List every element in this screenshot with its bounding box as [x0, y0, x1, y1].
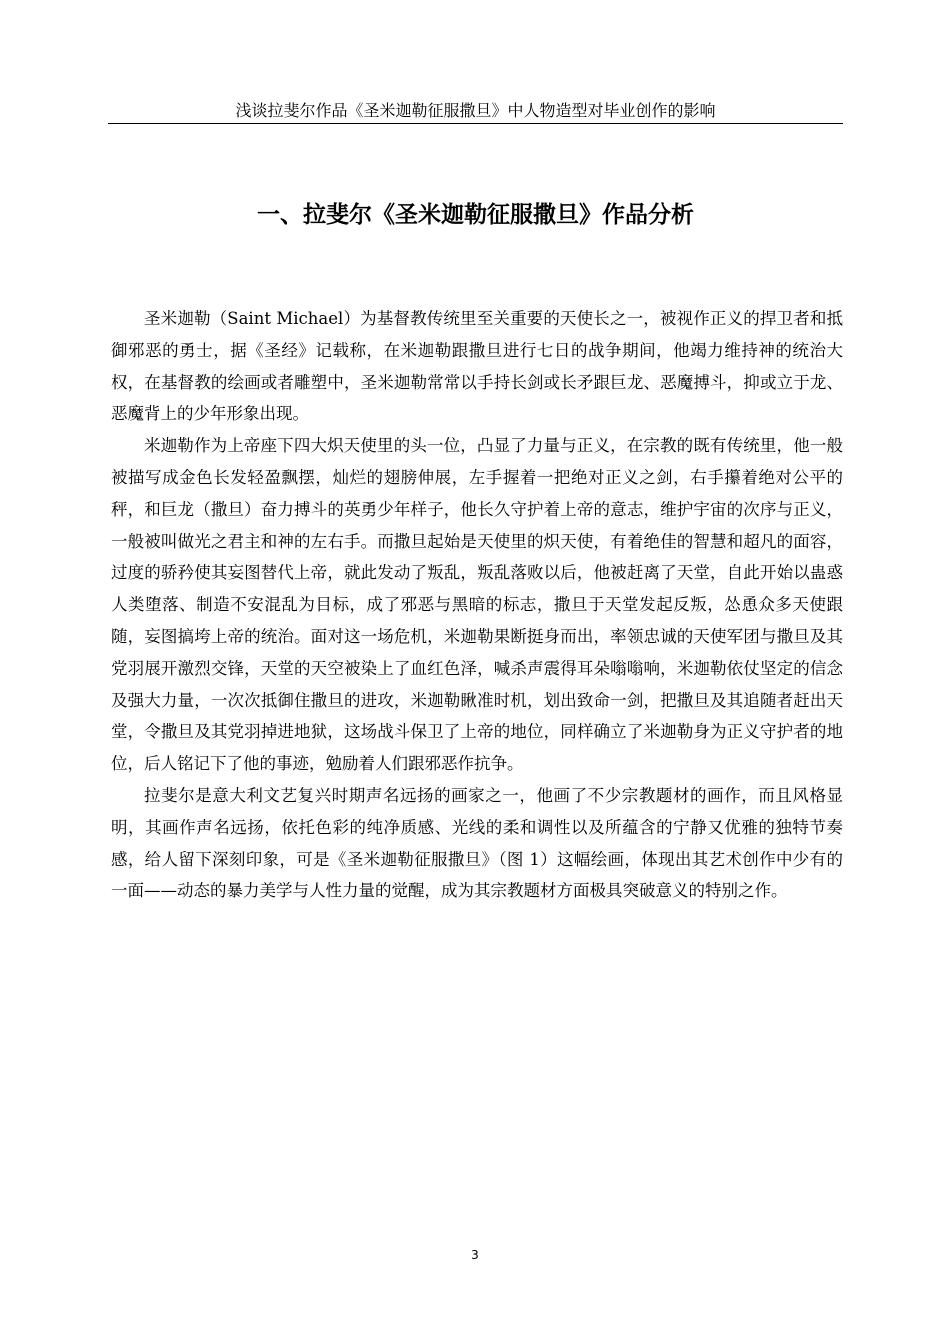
running-header: 浅谈拉斐尔作品《圣米迦勒征服撒旦》中人物造型对毕业创作的影响	[235, 101, 716, 120]
section-title: 一、拉斐尔《圣米迦勒征服撒旦》作品分析	[257, 202, 694, 228]
paragraph-1: 圣米迦勒（Saint Michael）为基督教传统里至关重要的天使长之一，被视作正义的捍卫者和抵御邪恶的勇士，据《圣经》记载称，在米迦勒跟撒旦进行七日的战争期间，他竭力维持神的统治大权，在基督教的绘画或者雕塑中，圣米迦勒常常以手持长剑或长矛跟巨龙、恶魔搏斗，抑或立于龙、恶魔背上的少年形象出现。	[111, 309, 843, 424]
paragraph-2: 米迦勒作为上帝座下四大炽天使里的头一位，凸显了力量与正义，在宗教的既有传统里，他一般被描写成金色长发轻盈飘摆，灿烂的翅膀伸展，左手握着一把绝对正义之剑，右手攥着绝对公平的秤，和巨龙（撒旦）奋力搏斗的英勇少年样子，他长久守护着上帝的意志，维护宇宙的次序与正义，一般被叫做光之君主和神的左右手。而撒旦起始是天使里的炽天使，有着绝佳的智慧和超凡的面容，过度的骄矜使其妄图替代上帝，就此发动了叛乱，叛乱落败以后，他被赶离了天堂，自此开始以蛊惑人类堕落、制造不安混乱为目标，成了邪恶与黑暗的标志，撒旦于天堂发起反叛，怂恿众多天使跟随，妄图搞垮上帝的统治。面对这一场危机，米迦勒果断挺身而出，率领忠诚的天使军团与撒旦及其党羽展开激烈交锋，天堂的天空被染上了血红色泽，喊杀声震得耳朵嗡嗡响，米迦勒依仗坚定的信念及强大力量，一次次抵御住撒旦的进攻，米迦勒瞅准时机，划出致命一剑，把撒旦及其追随者赶出天堂，令撒旦及其党羽掉进地狱，这场战斗保卫了上帝的地位，同样确立了米迦勒身为正义守护者的地位，后人铭记下了他的事迹，勉励着人们跟邪恶作抗争。	[111, 436, 843, 774]
body-text	[111, 303, 843, 907]
page-number: 3	[471, 1248, 479, 1262]
paragraph-3: 拉斐尔是意大利文艺复兴时期声名远扬的画家之一，他画了不少宗教题材的画作，而且风格显明，其画作声名远扬，依托色彩的纯净质感、光线的柔和调性以及所蕴含的宁静又优雅的独特节奏感，给人留下深刻印象，可是《圣米迦勒征服撒旦》（图 1）这幅绘画，体现出其艺术创作中少有的一面——动态的暴力美学与人性力量的觉醒，成为其宗教题材方面极具突破意义的特别之作。	[111, 785, 843, 901]
header-divider	[108, 123, 843, 124]
